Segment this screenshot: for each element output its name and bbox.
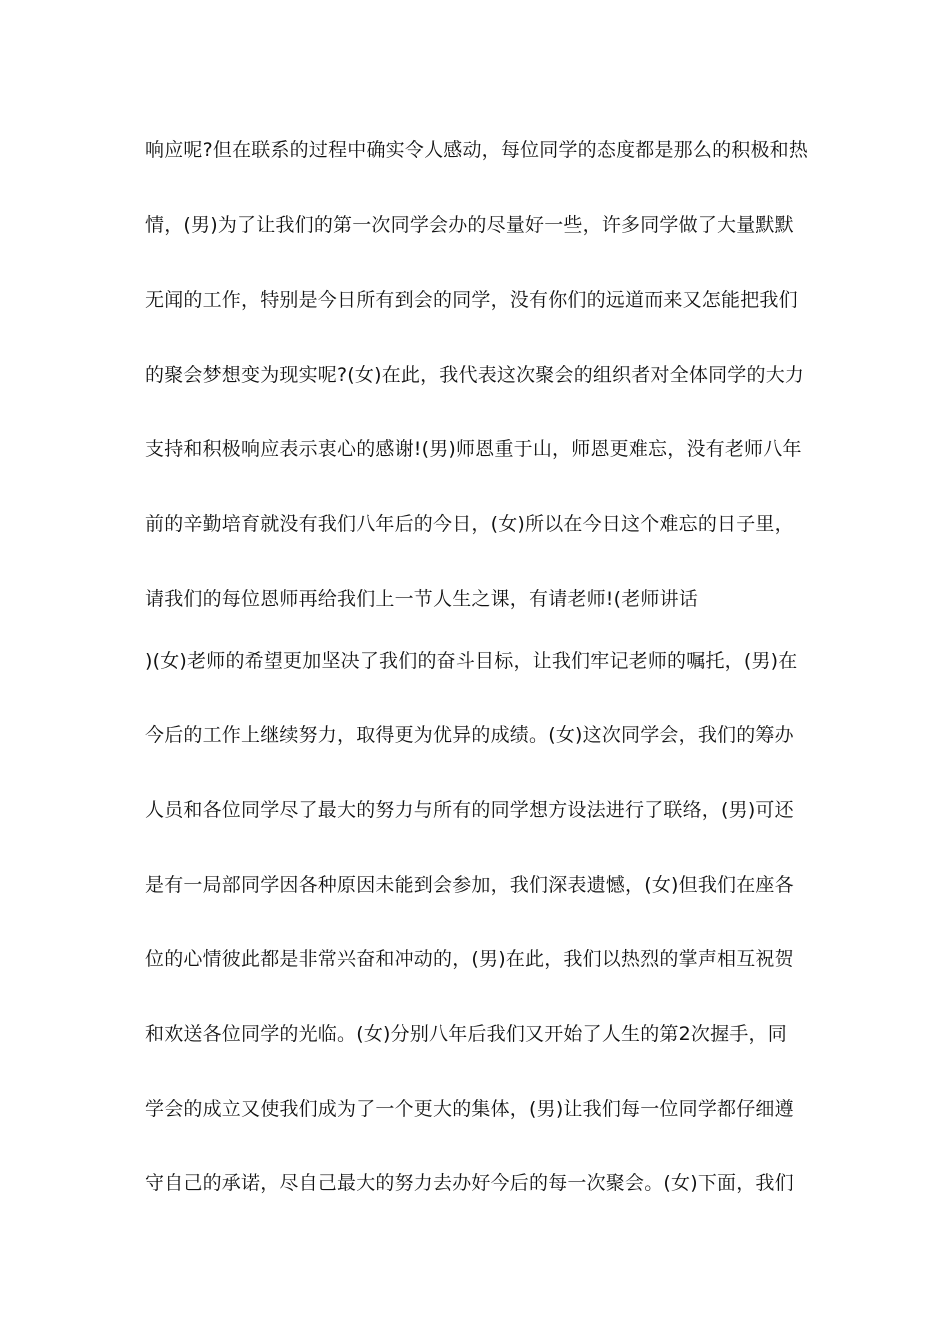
text-line: 情，(男)为了让我们的第一次同学会办的尽量好一些，许多同学做了大量默默 bbox=[145, 214, 794, 236]
text-line: 学会的成立又使我们成为了一个更大的集体，(男)让我们每一位同学都仔细遵 bbox=[145, 1098, 794, 1120]
text-line: 位的心情彼此都是非常兴奋和冲动的，(男)在此，我们以热烈的掌声相互祝贺 bbox=[145, 948, 794, 970]
text-line: 守自己的承诺，尽自己最大的努力去办好今后的每一次聚会。(女)下面，我们 bbox=[145, 1172, 794, 1194]
text-line: 是有一局部同学因各种原因未能到会参加，我们深表遗憾，(女)但我们在座各 bbox=[145, 874, 794, 896]
text-line: 支持和积极响应表示衷心的感谢!(男)师恩重于山，师恩更难忘，没有老师八年 bbox=[145, 438, 802, 460]
text-line: 前的辛勤培育就没有我们八年后的今日，(女)所以在今日这个难忘的日子里， bbox=[145, 513, 794, 535]
text-line: 人员和各位同学尽了最大的努力与所有的同学想方设法进行了联络，(男)可还 bbox=[145, 799, 794, 821]
text-line: 请我们的每位恩师再给我们上一节人生之课，有请老师!(老师讲话 bbox=[145, 588, 699, 610]
text-line: 和欢送各位同学的光临。(女)分别八年后我们又开始了人生的第2次握手，同 bbox=[145, 1023, 787, 1045]
text-line: 的聚会梦想变为现实呢?(女)在此，我代表这次聚会的组织者对全体同学的大力 bbox=[145, 364, 805, 386]
text-line: )(女)老师的希望更加坚决了我们的奋斗目标，让我们牢记老师的嘱托，(男)在 bbox=[145, 650, 798, 672]
text-line: 今后的工作上继续努力，取得更为优异的成绩。(女)这次同学会，我们的筹办 bbox=[145, 724, 794, 746]
text-line: 响应呢?但在联系的过程中确实令人感动，每位同学的态度都是那么的积极和热 bbox=[145, 139, 809, 161]
text-line: 无闻的工作，特别是今日所有到会的同学，没有你们的远道而来又怎能把我们 bbox=[145, 289, 798, 311]
